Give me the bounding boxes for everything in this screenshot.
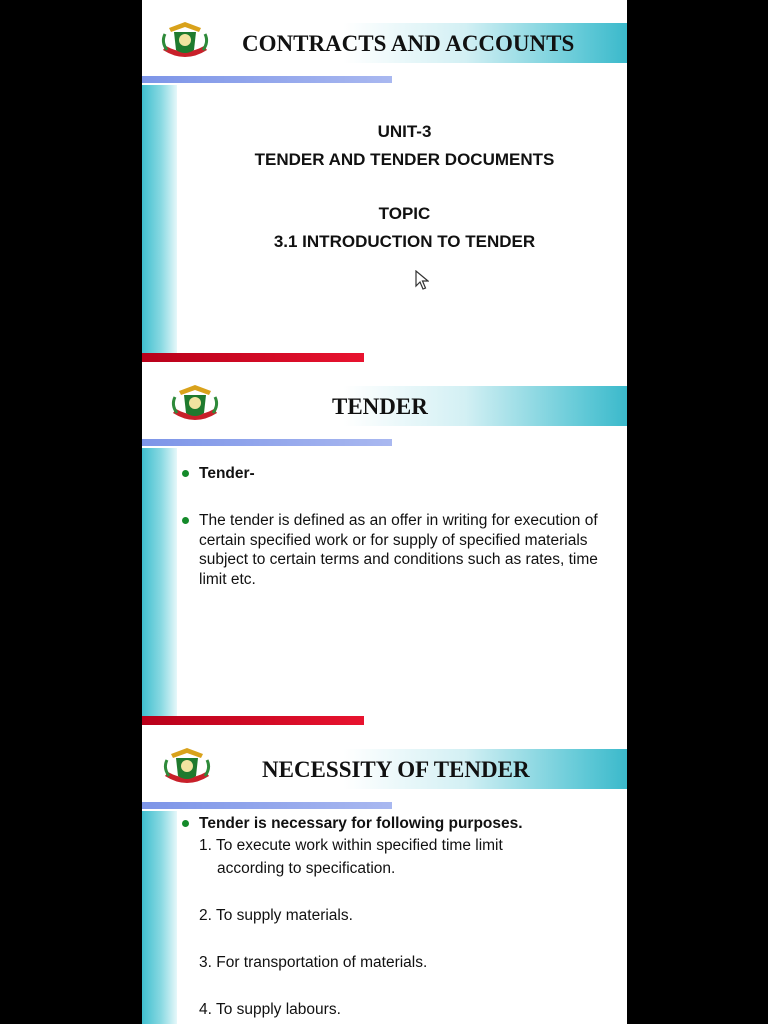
bullet-text: Tender- (199, 465, 255, 482)
college-emblem-icon (167, 383, 223, 427)
side-accent-bar (142, 448, 177, 716)
blue-divider (142, 802, 392, 809)
bullet-item (182, 511, 609, 589)
bullet-item (182, 814, 609, 834)
topic-title: 3.1 INTRODUCTION TO TENDER (273, 232, 536, 251)
list-item: 2. To supply materials. (199, 907, 353, 924)
slide-title: NECESSITY OF TENDER (262, 757, 530, 782)
blue-divider (142, 76, 392, 83)
document-viewer[interactable] (142, 0, 627, 1024)
topic-label: TOPIC (378, 204, 431, 223)
list-item: 1. To execute work within specified time limit according to specification. (199, 837, 503, 877)
slide-3 (142, 726, 627, 1024)
college-emblem-icon (157, 20, 213, 64)
side-accent-bar (142, 85, 177, 353)
unit-title: TENDER AND TENDER DOCUMENTS (254, 150, 555, 169)
college-emblem-icon (159, 746, 215, 790)
bullet-dot (182, 820, 189, 827)
slide-title: TENDER (332, 394, 428, 419)
red-divider (142, 353, 364, 362)
bullet-item (182, 464, 609, 484)
unit-label: UNIT-3 (377, 122, 432, 141)
bullet-text: The tender is defined as an offer in writing for execution of certain specified work or for supply of specified materials subject to certain terms and conditions such as rates, time limit etc. (199, 512, 598, 588)
side-accent-bar (142, 811, 177, 1024)
list-item: 3. For transportation of materials. (199, 954, 428, 971)
bullet-text: Tender is necessary for following purposes. (199, 815, 523, 832)
mouse-pointer-icon (415, 270, 429, 290)
list-item: 4. To supply labours. (199, 1001, 341, 1018)
bullet-dot (182, 470, 189, 477)
slide-title: CONTRACTS AND ACCOUNTS (242, 31, 575, 56)
slide-1 (142, 0, 627, 363)
slide-2 (142, 363, 627, 726)
blue-divider (142, 439, 392, 446)
bullet-dot (182, 517, 189, 524)
red-divider (142, 716, 364, 725)
